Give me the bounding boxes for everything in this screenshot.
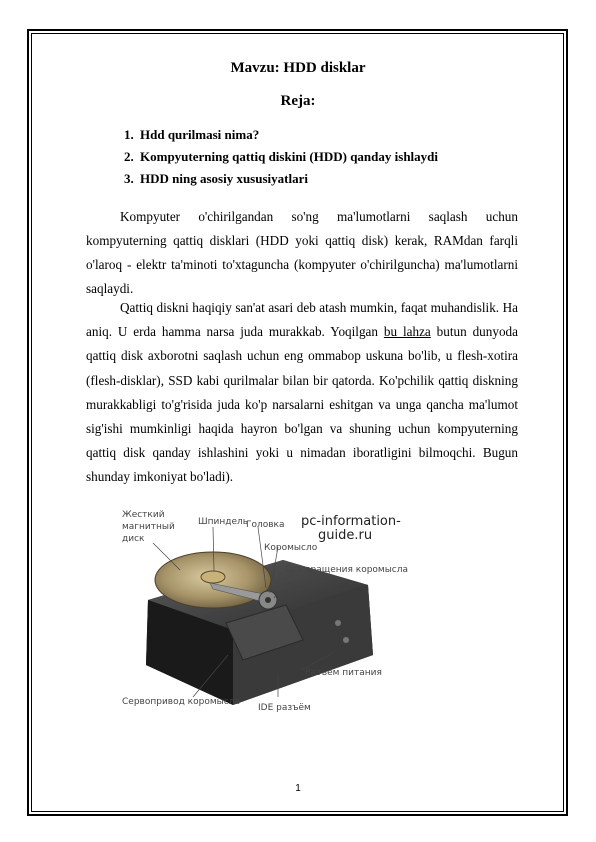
plan-heading: Reja:	[280, 93, 316, 109]
watermark: pc-information-	[301, 514, 401, 529]
label-head: Головка	[246, 520, 285, 530]
label-platter: диск	[122, 534, 145, 544]
hdd-diagram	[118, 505, 418, 720]
paragraph-intro: Kompyuter o'chirilgandan so'ng ma'lumotlarni saqlash uchun kompyuterning qattiq disklari (HDD yoki qattiq disk) kerak, RAMdan farqli o'laroq - elektr ta'minoti to'xtaguncha (kompyuter o'chirilguncha) ma'lumotlarni saqlaydi.	[86, 209, 518, 296]
label-axis: Ось вращения коромысла	[285, 565, 409, 575]
page-number: 1	[295, 783, 301, 794]
document-title: Mavzu: HDD disklar	[230, 60, 366, 76]
label-arm: Коромысло	[264, 543, 318, 553]
spindle	[201, 571, 225, 583]
plan-item: 1. Hdd qurilmasi nima?	[124, 127, 260, 142]
label-power-connector: Разъём питания	[305, 668, 382, 678]
plan-list	[124, 124, 438, 190]
label-spindle: Шпиндель	[198, 517, 249, 527]
label-servo: Сервопривод коромысла	[122, 697, 240, 707]
label-ide-connector: IDE разъём	[258, 703, 311, 713]
plan-item: 2. Kompyuterning qattiq diskini (HDD) qanday ishlaydi	[124, 149, 438, 164]
plan-item: 3. HDD ning asosiy xususiyatlari	[124, 171, 308, 186]
underlined-link[interactable]: bu lahza	[383, 324, 431, 340]
watermark: guide.ru	[318, 528, 373, 543]
label-platter: магнитный	[122, 522, 175, 532]
label-platter: Жесткий	[122, 510, 165, 520]
paragraph-main: Qattiq diskni haqiqiy san'at asari deb atash mumkin, faqat muhandislik. Ha aniq. U erda hamma narsa juda murakkab. Yoqilgan bu lahza butun dunyoda qattiq disk axborotni saqlash uchun eng ommabop uskuna bo'lib, u flesh-xotira (flesh-disklar), SSD kabi qurilmalar bilan bir qatorda. Ko'pchilik qattiq diskning murakkabligi to'g'risida juda ko'p narsalarni eshitgan va unga qancha ma'lumot sig'ishi mumkinligi haqida hayron bo'lgan va shuning uchun kompyuterning qattiq disk qanday ishlashini yoki u nimadan iboratligini bilmoqchi. Bugun shunday imkoniyat bo'ladi).	[86, 300, 518, 485]
